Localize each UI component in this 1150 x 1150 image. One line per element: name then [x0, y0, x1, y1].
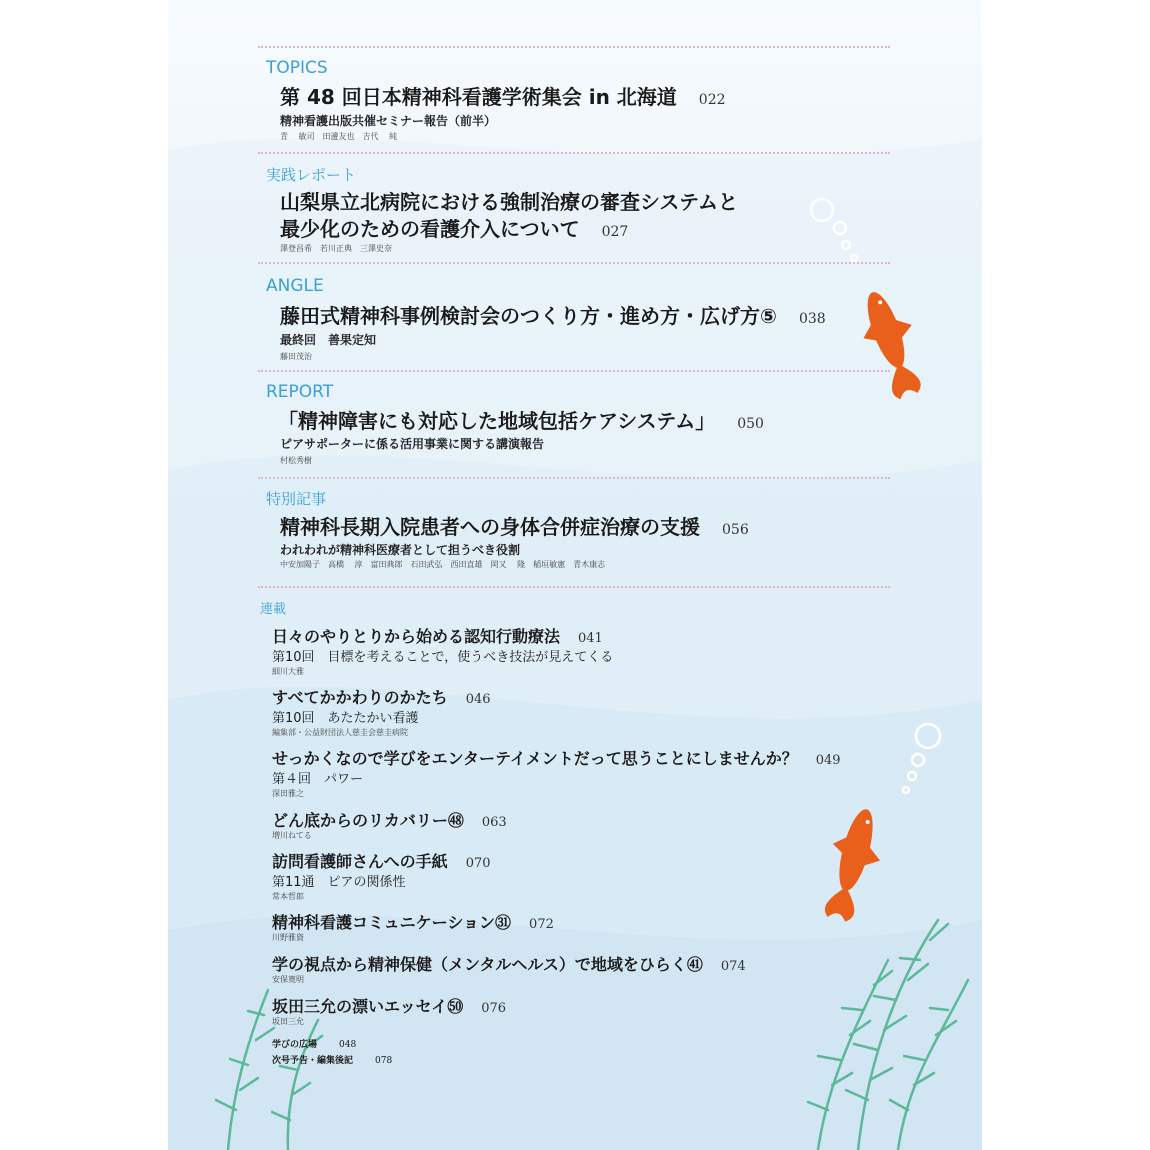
article-subtitle: 最終回 善果定知 [280, 333, 377, 347]
serial-subtitle: 第10回 あたたかい看護 [272, 711, 419, 726]
article-title-text: 藤田式精神科事例検討会のつくり方・進め方・広げ方⑤ [280, 304, 777, 328]
page-number: 050 [737, 416, 764, 432]
article-title[interactable] [280, 84, 726, 113]
article-authors: 青 敏司 田邊友也 吉代 純 [280, 132, 398, 141]
small-contents-item[interactable] [272, 1037, 356, 1050]
article-title[interactable] [280, 303, 826, 332]
section-label: 実践レポート [266, 166, 357, 184]
serial-author: 安保寛明 [272, 975, 304, 984]
article-title[interactable] [280, 189, 738, 215]
serial-title[interactable] [272, 952, 746, 975]
article-subtitle: ピアサポーターに係る活用事業に関する講演報告 [280, 437, 545, 451]
page-number: 074 [720, 959, 746, 974]
small-item-title: 次号予告・編集後記 [272, 1056, 354, 1066]
serial-author: 編集部・公益財団法人慈圭会慈圭病院 [272, 728, 408, 737]
serial-title[interactable] [272, 746, 841, 769]
serial-subtitle: 第10回 目標を考えることで，使うべき技法が見えてくる [272, 650, 614, 665]
page-number: 048 [339, 1040, 357, 1050]
serial-subtitle: 第11通 ピアの関係性 [272, 875, 406, 890]
article-title-text: 第 48 回日本精神科看護学術集会 in 北海道 [280, 85, 677, 109]
section-label: 連載 [260, 602, 287, 617]
serial-author: 川野雅資 [272, 933, 304, 942]
serial-title-text: せっかくなので学びをエンターテイメントだって思うことにしませんか？ [272, 749, 798, 768]
page-number: 078 [375, 1056, 393, 1066]
serial-title-text: 日々のやりとりから始める認知行動療法 [272, 627, 561, 646]
contents-page [168, 0, 982, 1150]
serial-author: 坂田三允 [272, 1017, 304, 1026]
serial-title[interactable] [272, 685, 491, 708]
section-label: ANGLE [266, 276, 324, 296]
section-divider [258, 370, 890, 372]
article-title[interactable] [280, 514, 749, 543]
section-label: TOPICS [266, 58, 328, 78]
page-number: 046 [465, 692, 491, 707]
article-subtitle: 精神看護出版共催セミナー報告（前半） [280, 114, 497, 128]
page-number: 049 [815, 753, 841, 768]
article-title-text: 精神科長期入院患者への身体合併症治療の支援 [280, 515, 700, 539]
serial-title-text: 坂田三允の漂いエッセイ㊿ [272, 997, 464, 1016]
serial-author: 常本哲郎 [272, 892, 304, 901]
serial-title-text: 訪問看護師さんへの手紙 [272, 852, 448, 871]
serial-title[interactable] [272, 808, 507, 831]
serial-title[interactable] [272, 624, 603, 647]
page-number: 027 [601, 224, 629, 240]
page-number: 072 [529, 917, 554, 932]
article-authors: 中安加陽子 高橋 淳 富田典郎 石田武弘 西田直雄 岡又 隆 稲垣敏憲 青木康志 [280, 560, 606, 569]
section-divider [258, 262, 890, 264]
page-number: 056 [722, 522, 749, 538]
serial-author: 深田雅之 [272, 789, 304, 798]
section-label: REPORT [266, 382, 334, 402]
serial-title[interactable] [272, 849, 491, 872]
article-title-text: 山梨県立北病院における強制治療の審査システムと [280, 190, 738, 214]
serial-title-text: どん底からのリカバリー㊽ [272, 811, 464, 830]
article-subtitle: われわれが精神科医療者として担うべき役割 [280, 543, 521, 557]
page-number: 022 [698, 92, 726, 108]
small-item-title: 学びの広場 [272, 1040, 318, 1050]
serial-title[interactable] [272, 910, 554, 933]
article-title[interactable] [278, 408, 764, 437]
serial-title-text: 精神科看護コミュニケーション㉛ [272, 913, 512, 932]
article-authors: 澤登昌希 若川正典 三澤史奈 [280, 244, 392, 253]
serial-title[interactable] [272, 994, 506, 1017]
page-number: 070 [465, 856, 491, 871]
article-title-text: 「精神障害にも対応した地域包括ケアシステム」 [278, 409, 716, 433]
article-title-text: 最少化のための看護介入について [280, 217, 580, 241]
small-contents-item[interactable] [272, 1053, 392, 1066]
page-number: 063 [481, 815, 507, 830]
page-number: 076 [481, 1001, 507, 1016]
serial-author: 増川ねてる [272, 831, 312, 840]
serial-subtitle: 第４回 パワー [272, 772, 364, 787]
section-divider [258, 152, 890, 154]
article-title[interactable] [280, 216, 628, 245]
section-divider [258, 46, 890, 48]
section-divider [258, 586, 890, 588]
section-divider [258, 477, 890, 479]
page-number: 041 [578, 631, 603, 646]
article-authors: 村松秀樹 [280, 456, 312, 465]
page-number: 038 [798, 311, 826, 327]
serial-title-text: すべてかかわりのかたち [272, 688, 448, 707]
serial-author: 細川大雅 [272, 667, 304, 676]
article-authors: 藤田茂治 [280, 352, 312, 361]
section-label: 特別記事 [266, 490, 327, 508]
serial-title-text: 学の視点から精神保健（メンタルヘルス）で地域をひらく㊶ [272, 955, 703, 974]
